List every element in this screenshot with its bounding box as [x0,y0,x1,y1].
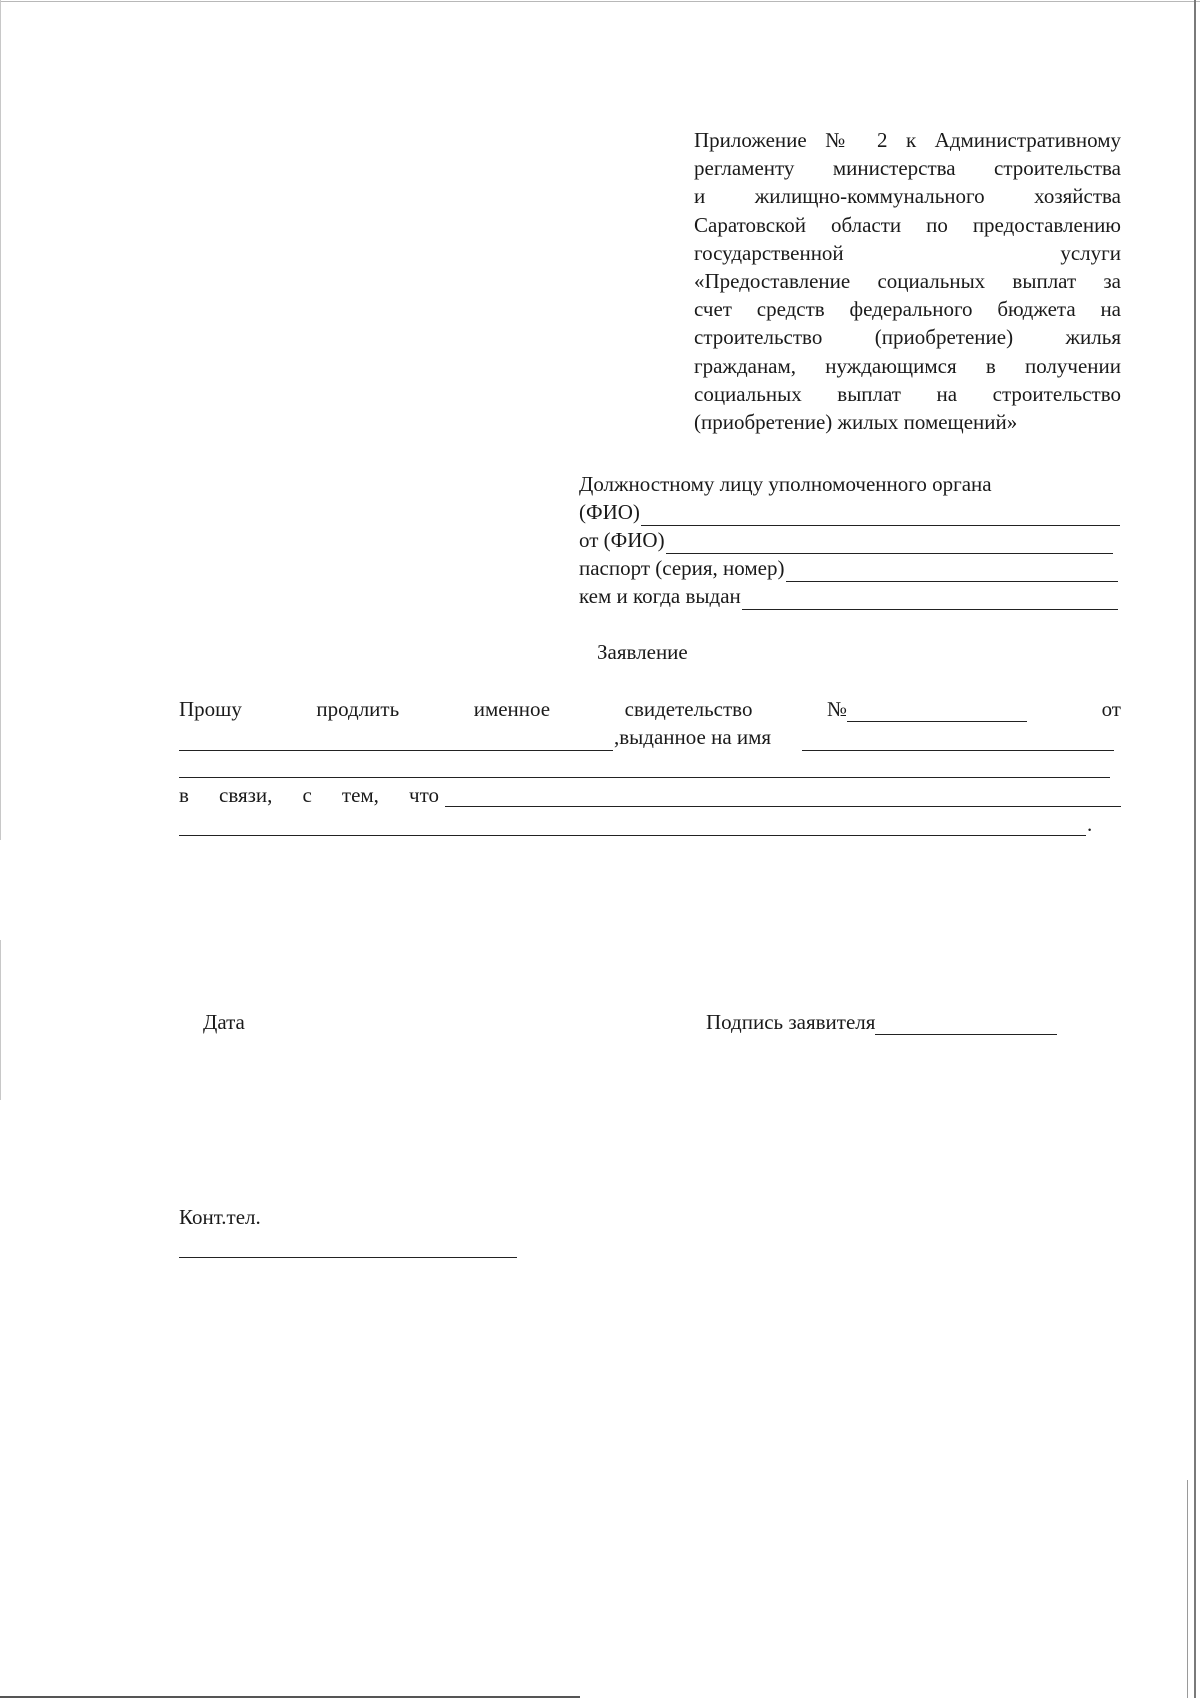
issued-by-field[interactable] [579,582,1118,610]
contact-phone-label: Конт.тел. [179,1205,261,1229]
signature-blank[interactable] [875,1014,1057,1035]
request-word: продлить [316,697,400,721]
request-word: свидетельство [624,697,753,721]
appendix-note [694,126,1121,436]
reason-word: в [179,783,189,807]
number-sign: № [826,697,848,721]
certificate-date-blank[interactable] [179,750,613,751]
reason-word: с [302,783,312,807]
appendix-line: социальных выплат на строительство [694,381,1121,406]
scan-edge-left-lower [0,940,1,1100]
date-label: Дата [203,1010,245,1034]
issued-to-label: ,выданное на имя [614,725,772,749]
appendix-line: государственной услуги [694,240,1121,265]
certificate-number-blank[interactable] [847,701,1027,722]
scan-edge-left [0,0,1,840]
reason-blank[interactable] [445,806,1121,807]
appendix-line: счет средств федерального бюджета на [694,297,1121,322]
issued-by-blank[interactable] [742,589,1118,610]
appendix-line: строительство (приобретение) жилья [694,325,1121,350]
appendix-line: «Предоставление социальных выплат за [694,269,1121,294]
continuation-blank[interactable] [179,777,1110,778]
certificate-number-field[interactable] [827,697,1027,722]
request-word: именное [473,697,551,721]
applicant-fio-blank[interactable] [666,533,1113,554]
appendix-line: регламенту министерства строительства [694,156,1121,181]
passport-field[interactable] [579,554,1118,582]
applicant-fio-field[interactable] [579,526,1113,554]
appendix-line: Саратовской области по предоставлению [694,212,1121,237]
appendix-line: (приобретение) жилых помещений» [694,410,1018,435]
document-title: Заявление [597,640,688,664]
issued-by-label: кем и когда выдан [579,584,741,608]
reason-word: связи, [219,783,273,807]
official-fio-label: (ФИО) [579,500,640,524]
from-word: от [1101,697,1121,721]
official-fio-field[interactable] [579,498,1120,526]
reason-word: что [409,783,439,807]
appendix-line: гражданам, нуждающимся в получении [694,353,1121,378]
request-line [179,697,1121,722]
signature-field[interactable] [706,1010,1057,1035]
end-period: . [1087,812,1093,836]
contact-phone-blank[interactable] [179,1257,517,1258]
reason-word: тем, [341,783,379,807]
scan-edge-right-inner [1187,1480,1188,1698]
scan-edge-top [0,1,1200,2]
addressee-official-label: Должностному лицу уполномоченного органа [579,472,992,496]
passport-blank[interactable] [786,561,1119,582]
addressee-official [579,470,1119,498]
issued-to-name-blank[interactable] [802,750,1114,751]
addressee-block [579,470,1119,610]
appendix-line: и жилищно-коммунального хозяйства [694,184,1121,209]
signature-label: Подпись заявителя [706,1010,876,1034]
appendix-line: Приложение № 2 к Административному [694,128,1121,152]
reason-prefix [179,783,439,808]
reason-continuation-blank[interactable] [179,835,1086,836]
passport-label: паспорт (серия, номер) [579,556,785,580]
scan-edge-right [1194,0,1196,1698]
request-word: Прошу [179,697,242,721]
applicant-fio-label: от (ФИО) [579,528,665,552]
official-fio-blank[interactable] [641,505,1120,526]
